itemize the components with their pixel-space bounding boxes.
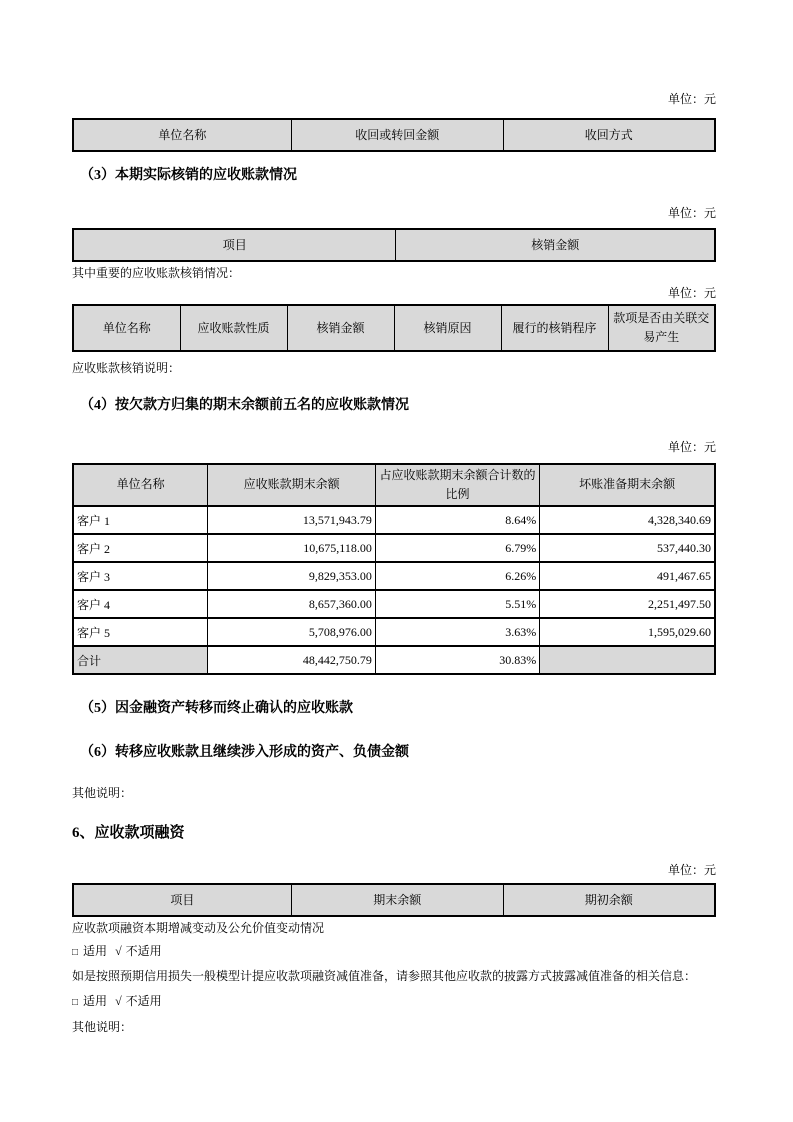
important-writeoff-note: 其中重要的应收账款核销情况：: [72, 266, 241, 280]
bad-debt-value: 4,328,340.69: [540, 506, 715, 534]
table-header-row: [73, 229, 715, 261]
customer-name: 客户 2: [73, 534, 208, 562]
ratio-value: 5.51%: [375, 590, 539, 618]
applicability-line-1: [72, 943, 716, 961]
writeoff-detail-header-procedure: 履行的核销程序: [501, 305, 608, 351]
ratio-value: 6.26%: [375, 562, 539, 590]
checkbox-unchecked-icon: □: [72, 997, 79, 1008]
ending-balance-value: 9,829,353.00: [208, 562, 376, 590]
applicability-line-2: [72, 993, 716, 1011]
checkbox-unchecked-icon: □: [72, 947, 79, 958]
top5-header-unit: 单位名称: [73, 464, 208, 506]
writeoff-detail-header-unit: 单位名称: [73, 305, 180, 351]
total-bad-debt: [540, 646, 715, 674]
top5-header-ending-balance: 应收账款期末余额: [208, 464, 376, 506]
recovery-header-method: 收回方式: [503, 119, 715, 151]
table-header-row: [73, 305, 715, 351]
writeoff-detail-header-nature: 应收账款性质: [180, 305, 287, 351]
financing-header-item: 项目: [73, 884, 291, 916]
not-applicable-label: 不适用: [125, 944, 162, 958]
recovery-header-unit-name: 单位名称: [73, 119, 291, 151]
table-header-row: [73, 884, 715, 916]
ratio-value: 6.79%: [375, 534, 539, 562]
table-row: [73, 534, 715, 562]
total-ratio: 30.83%: [375, 646, 539, 674]
ending-balance-value: 13,571,943.79: [208, 506, 376, 534]
financing-change-note: 应收款项融资本期增减变动及公允价值变动情况: [72, 921, 325, 935]
bad-debt-value: 2,251,497.50: [540, 590, 715, 618]
applicable-label: 适用: [83, 994, 108, 1008]
customer-name: 客户 3: [73, 562, 208, 590]
table-row: [73, 618, 715, 646]
customer-name: 客户 1: [73, 506, 208, 534]
top5-header-ratio: 占应收账款期末余额合计数的比例: [375, 464, 539, 506]
total-row: [73, 646, 715, 674]
writeoff-summary-header-item: 项目: [73, 229, 396, 261]
section-heading-4: （4）按欠款方归集的期末余额前五名的应收账款情况: [80, 398, 409, 413]
check-icon: √: [115, 944, 122, 958]
writeoff-detail-table: [72, 304, 716, 352]
other-note-1: 其他说明：: [72, 786, 133, 800]
recovery-table: [72, 118, 716, 152]
ending-balance-value: 5,708,976.00: [208, 618, 376, 646]
customer-name: 客户 4: [73, 590, 208, 618]
section-heading-6: （6）转移应收账款且继续涉入形成的资产、负债金额: [80, 745, 409, 760]
section-heading-3: （3）本期实际核销的应收账款情况: [80, 168, 297, 183]
section-heading-5: （5）因金融资产转移而终止确认的应收账款: [80, 701, 353, 716]
table-row: [73, 590, 715, 618]
customer-name: 客户 5: [73, 618, 208, 646]
financing-table: [72, 883, 716, 917]
writeoff-summary-table: [72, 228, 716, 262]
ending-balance-value: 8,657,360.00: [208, 590, 376, 618]
top5-receivables-table: [72, 463, 716, 675]
table-header-row: [73, 119, 715, 151]
unit-label-3: 单位：元: [667, 286, 716, 300]
unit-label-5: 单位：元: [667, 863, 716, 877]
not-applicable-label: 不适用: [125, 994, 162, 1008]
writeoff-detail-header-amount: 核销金额: [287, 305, 394, 351]
impairment-note: 如是按照预期信用损失一般模型计提应收款项融资减值准备，请参照其他应收款的披露方式披露减值准备的相关信息：: [72, 969, 697, 983]
other-note-2: 其他说明：: [72, 1020, 133, 1034]
recovery-header-amount: 收回或转回金额: [291, 119, 503, 151]
check-icon: √: [115, 994, 122, 1008]
unit-label-2: 单位：元: [667, 206, 716, 220]
page-content: [72, 0, 716, 1035]
writeoff-detail-header-related: 款项是否由关联交易产生: [608, 305, 715, 351]
bad-debt-value: 1,595,029.60: [540, 618, 715, 646]
unit-label-1: 单位：元: [667, 92, 716, 106]
ratio-value: 3.63%: [375, 618, 539, 646]
writeoff-summary-header-amount: 核销金额: [396, 229, 715, 261]
bad-debt-value: 491,467.65: [540, 562, 715, 590]
writeoff-detail-header-reason: 核销原因: [394, 305, 501, 351]
ratio-value: 8.64%: [375, 506, 539, 534]
section-heading-financing: 6、应收款项融资: [72, 825, 185, 841]
ending-balance-value: 10,675,118.00: [208, 534, 376, 562]
total-label: 合计: [73, 646, 208, 674]
bad-debt-value: 537,440.30: [540, 534, 715, 562]
applicable-label: 适用: [83, 944, 108, 958]
unit-label-4: 单位：元: [667, 440, 716, 454]
writeoff-note: 应收账款核销说明：: [72, 361, 181, 375]
financing-header-ending: 期末余额: [291, 884, 503, 916]
table-header-row: [73, 464, 715, 506]
table-row: [73, 562, 715, 590]
table-row: [73, 506, 715, 534]
total-ending-balance: 48,442,750.79: [208, 646, 376, 674]
top5-header-bad-debt: 坏账准备期末余额: [540, 464, 715, 506]
financing-header-beginning: 期初余额: [503, 884, 715, 916]
